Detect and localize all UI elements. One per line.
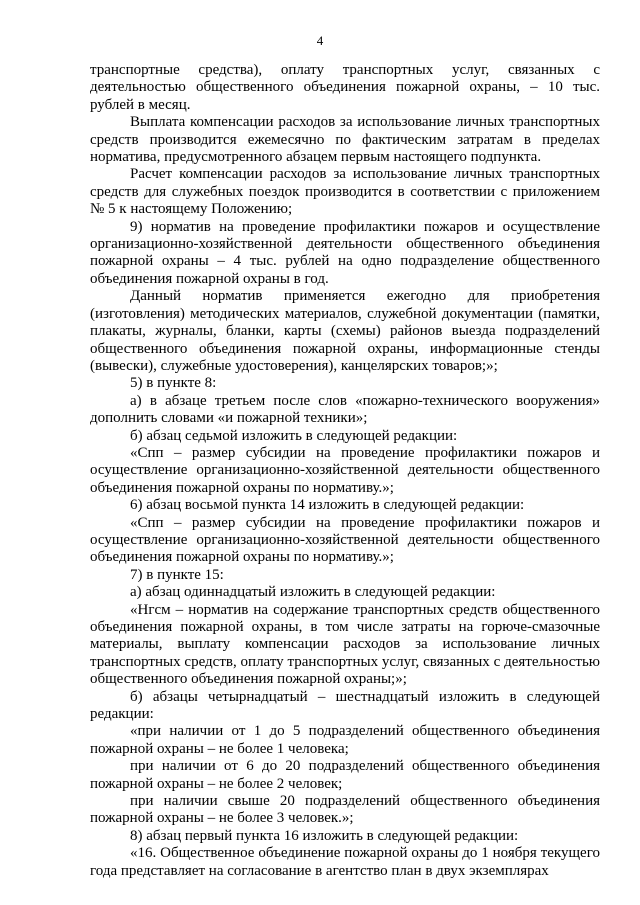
paragraph: б) абзацы четырнадцатый – шестнадцатый изложить в следующей редакции: bbox=[90, 688, 600, 723]
paragraph: транспортные средства), оплату транспортных услуг, связанных с деятельностью общественного объединения пожарной охраны, – 10 тыс. рублей в месяц. bbox=[90, 62, 600, 113]
page-number: 4 bbox=[316, 33, 324, 48]
paragraph: «Спп – размер субсидии на проведение профилактики пожаров и осуществление организационно-хозяйственной деятельности общественного объединения пожарной охраны по нормативу.»; bbox=[90, 444, 600, 496]
paragraph: Выплата компенсации расходов за использование личных транспортных средств производится ежемесячно по фактическим затратам в пределах норматива, предусмотренного абзацем первым настоящего подпункта. bbox=[90, 114, 600, 166]
document-body bbox=[90, 62, 600, 880]
paragraph: при наличии от 6 до 20 подразделений общественного объединения пожарной охраны – не более 2 человек; bbox=[90, 758, 600, 792]
paragraph: 7) в пункте 15: bbox=[130, 566, 224, 583]
paragraph: «при наличии от 1 до 5 подразделений общественного объединения пожарной охраны – не более 1 человека; bbox=[90, 723, 600, 757]
paragraph: Данный норматив применяется ежегодно для приобретения (изготовления) методических материалов, служебной документации (памятки, плакаты, журналы, бланки, карты (схемы) районов выезда подразделений общественного объединения пожарной охраны, информационные стенды (вывески), служебные удостоверения), канцелярских товаров;»; bbox=[90, 288, 600, 374]
paragraph: «Нгсм – норматив на содержание транспортных средств общественного объединения пожарной охраны, в том числе затраты на горюче-смазочные материалы, выплату компенсации расходов за использование личных транспортных средств, оплату транспортных услуг, связанных с деятельностью общественного объединения пожарной охраны;»; bbox=[90, 601, 600, 688]
paragraph: 6) абзац восьмой пункта 14 изложить в следующей редакции: bbox=[130, 497, 525, 514]
paragraph: 9) норматив на проведение профилактики пожаров и осуществление организационно-хозяйственной деятельности общественного объединения пожарной охраны – 4 тыс. рублей на одно подразделение общественного объединения пожарной охраны в год. bbox=[90, 218, 600, 287]
paragraph: при наличии свыше 20 подразделений общественного объединения пожарной охраны – не более 3 человек.»; bbox=[90, 793, 600, 827]
paragraph: а) абзац одиннадцатый изложить в следующей редакции: bbox=[130, 584, 496, 601]
paragraph: а) в абзаце третьем после слов «пожарно-технического вооружения» дополнить словами «и пожарной техники»; bbox=[90, 392, 600, 427]
paragraph: «16. Общественное объединение пожарной охраны до 1 ноября текущего года представляет на согласование в агентство план в двух экземплярах bbox=[90, 845, 600, 879]
paragraph: 8) абзац первый пункта 16 изложить в следующей редакции: bbox=[130, 827, 519, 844]
paragraph: 5) в пункте 8: bbox=[130, 375, 217, 392]
paragraph: «Спп – размер субсидии на проведение профилактики пожаров и осуществление организационно-хозяйственной деятельности общественного объединения пожарной охраны по нормативу.»; bbox=[90, 514, 600, 566]
paragraph: Расчет компенсации расходов за использование личных транспортных средств для служебных поездок производится в соответствии с приложением № 5 к настоящему Положению; bbox=[90, 166, 600, 218]
paragraph: б) абзац седьмой изложить в следующей редакции: bbox=[130, 427, 458, 444]
